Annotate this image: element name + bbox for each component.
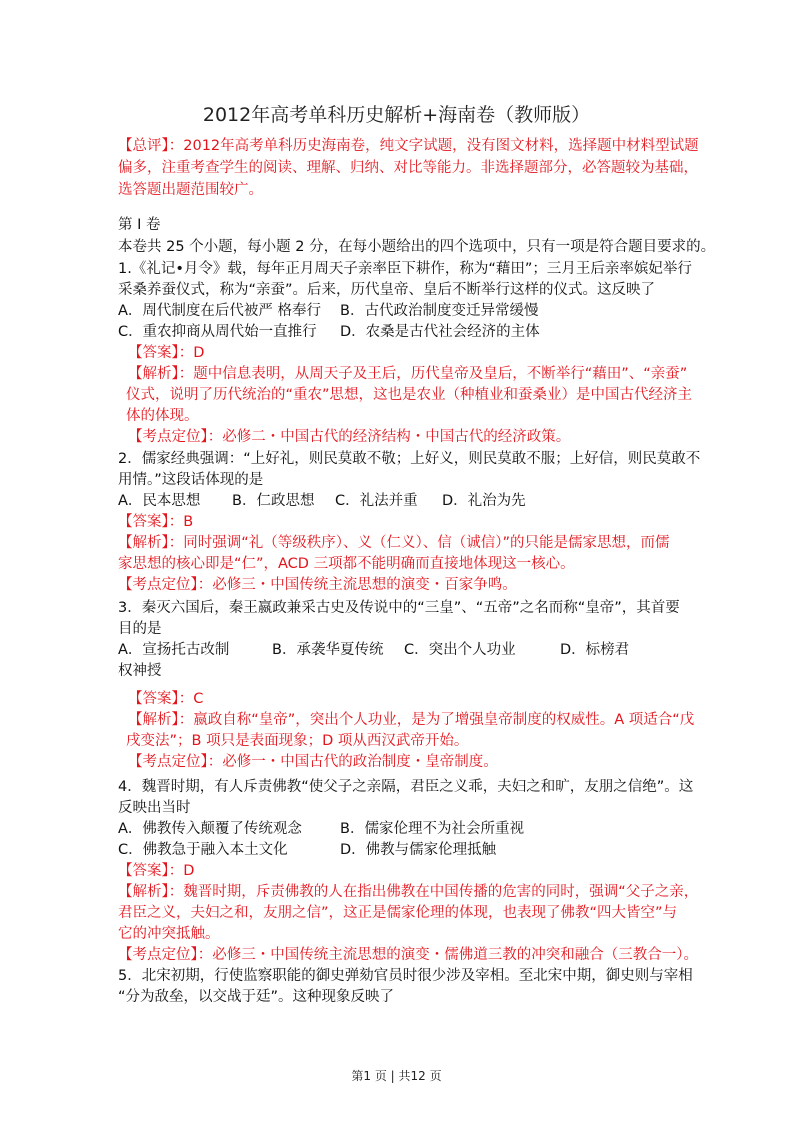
summary-line: 【总评】：2012年高考单科历史海南卷，纯文字试题，没有图文材料，选择题中材料型试题 <box>118 138 699 154</box>
q4-option-c: C．佛教急于融入本土文化 <box>118 842 288 858</box>
q1-point: 【考点定位】：必修二・中国古代的经济结构・中国古代的经济政策。 <box>128 429 571 445</box>
q2-option-b: B．仁政思想 <box>232 493 315 509</box>
q1-answer: 【答案】：D <box>128 345 205 361</box>
q3-answer: 【答案】：C <box>128 691 204 707</box>
q3-analysis: 戌变法”；B 项只是表面现象；D 项从西汉武帝开始。 <box>126 733 469 749</box>
summary-line: 选答题出题范围较广。 <box>118 182 263 198</box>
q3-option-c: C．突出个人功业 <box>404 642 516 658</box>
q3-stem: 3．秦灭六国后，秦王嬴政兼采古史及传说中的“三皇”、“五帝”之名而称“皇帝”，其首要 <box>118 600 680 616</box>
q2-analysis: 家思想的核心即是“仁”，ACD 三项都不能明确而直接地体现这一核心。 <box>118 556 575 572</box>
q2-option-a: A．民本思想 <box>118 493 201 509</box>
q4-option-b: B．儒家伦理不为社会所重视 <box>340 821 524 837</box>
q3-stem: 目的是 <box>118 621 162 637</box>
q3-option-b: B．承袭华夏传统 <box>272 642 384 658</box>
q4-answer: 【答案】：D <box>118 863 195 879</box>
q4-stem: 4．魏晋时期，有人斥责佛教“使父子之亲隔，君臣之义乖，夫妇之和旷，友朋之信绝”。这 <box>118 779 694 795</box>
page-title: 2012年高考单科历史解析+海南卷（教师版） <box>202 104 591 126</box>
q2-analysis: 【解析】：同时强调“礼（等级秩序）、义（仁义）、信（诚信）”的只能是儒家思想，而儒 <box>118 535 670 551</box>
q2-stem: 2．儒家经典强调：“上好礼，则民莫敢不敬；上好义，则民莫敢不服；上好信，则民莫敢不 <box>118 451 701 467</box>
q3-option-a: A．宣扬托古改制 <box>118 642 230 658</box>
q1-stem: 采桑养蚕仪式，称为“亲蚕”。后来，历代皇帝、皇后不断举行这样的仪式。这反映了 <box>118 282 656 298</box>
intro: 本卷共 25 个小题，每小题 2 分，在每小题给出的四个选项中，只有一项是符合题目要求的。 <box>118 239 716 255</box>
q5-stem: “分为敌垒，以交战于廷”。这种现象反映了 <box>118 989 395 1005</box>
q1-option-b: B．古代政治制度变迁异常缓慢 <box>340 303 539 319</box>
q3-option-d-wrap: 权神授 <box>118 663 162 679</box>
q2-option-c: C．礼法并重 <box>335 493 418 509</box>
q4-point: 【考点定位】：必修三・中国传统主流思想的演变・儒佛道三教的冲突和融合（三教合一）。 <box>118 947 698 963</box>
q1-analysis: 【解析】：题中信息表明，从周天子及王后，历代皇帝及皇后，不断举行“藉田”、“亲蚕” <box>128 366 688 382</box>
q4-analysis: 【解析】：魏晋时期，斥责佛教的人在指出佛教在中国传播的危害的同时，强调“父子之亲， <box>118 884 699 900</box>
q4-analysis: 君臣之义，夫妇之和，友朋之信”，这正是儒家伦理的体现，也表现了佛教“四大皆空”与 <box>118 905 678 921</box>
q1-option-d: D．农桑是古代社会经济的主体 <box>340 324 540 340</box>
q5-stem: 5．北宋初期，行使监察职能的御史弹劾官员时很少涉及宰相。至北宋中期，御史则与宰相 <box>118 968 693 984</box>
q1-option-c: C．重农抑商从周代始一直推行 <box>118 324 317 340</box>
summary-line: 偏多，注重考查学生的阅读、理解、归纳、对比等能力。非选择题部分，必答题较为基础， <box>118 160 698 176</box>
q4-option-a: A．佛教传入颠覆了传统观念 <box>118 821 302 837</box>
q4-analysis: 它的冲突抵触。 <box>118 926 220 942</box>
q1-analysis: 仪式，说明了历代统治的“重农”思想，这也是农业（种植业和蚕桑业）是中国古代经济主 <box>126 387 693 403</box>
q4-option-d: D．佛教与儒家伦理抵触 <box>340 842 497 858</box>
q3-analysis: 【解析】：嬴政自称“皇帝”，突出个人功业，是为了增强皇帝制度的权威性。A 项适合“戊 <box>128 712 695 728</box>
q3-option-d: D．标榜君 <box>560 642 630 658</box>
q2-point: 【考点定位】：必修三・中国传统主流思想的演变・百家争鸣。 <box>118 577 517 593</box>
q2-answer: 【答案】：B <box>118 514 194 530</box>
q2-stem: 用情。”这段话体现的是 <box>118 472 264 488</box>
q1-option-a: A．周代制度在后代被严 格奉行 <box>118 303 322 319</box>
q1-stem: 1.《礼记•月令》载，每年正月周天子亲率臣下耕作，称为“藉田”；三月王后亲率嫔妃举行 <box>118 261 692 277</box>
section-heading: 第 I 卷 <box>118 217 161 233</box>
q2-option-d: D．礼治为先 <box>442 493 526 509</box>
page-footer: 第1 页 | 共12 页 <box>351 1069 442 1083</box>
q4-stem: 反映出当时 <box>118 800 191 816</box>
q3-point: 【考点定位】：必修一・中国古代的政治制度・皇帝制度。 <box>128 754 498 770</box>
q1-analysis: 体的体现。 <box>126 408 199 424</box>
